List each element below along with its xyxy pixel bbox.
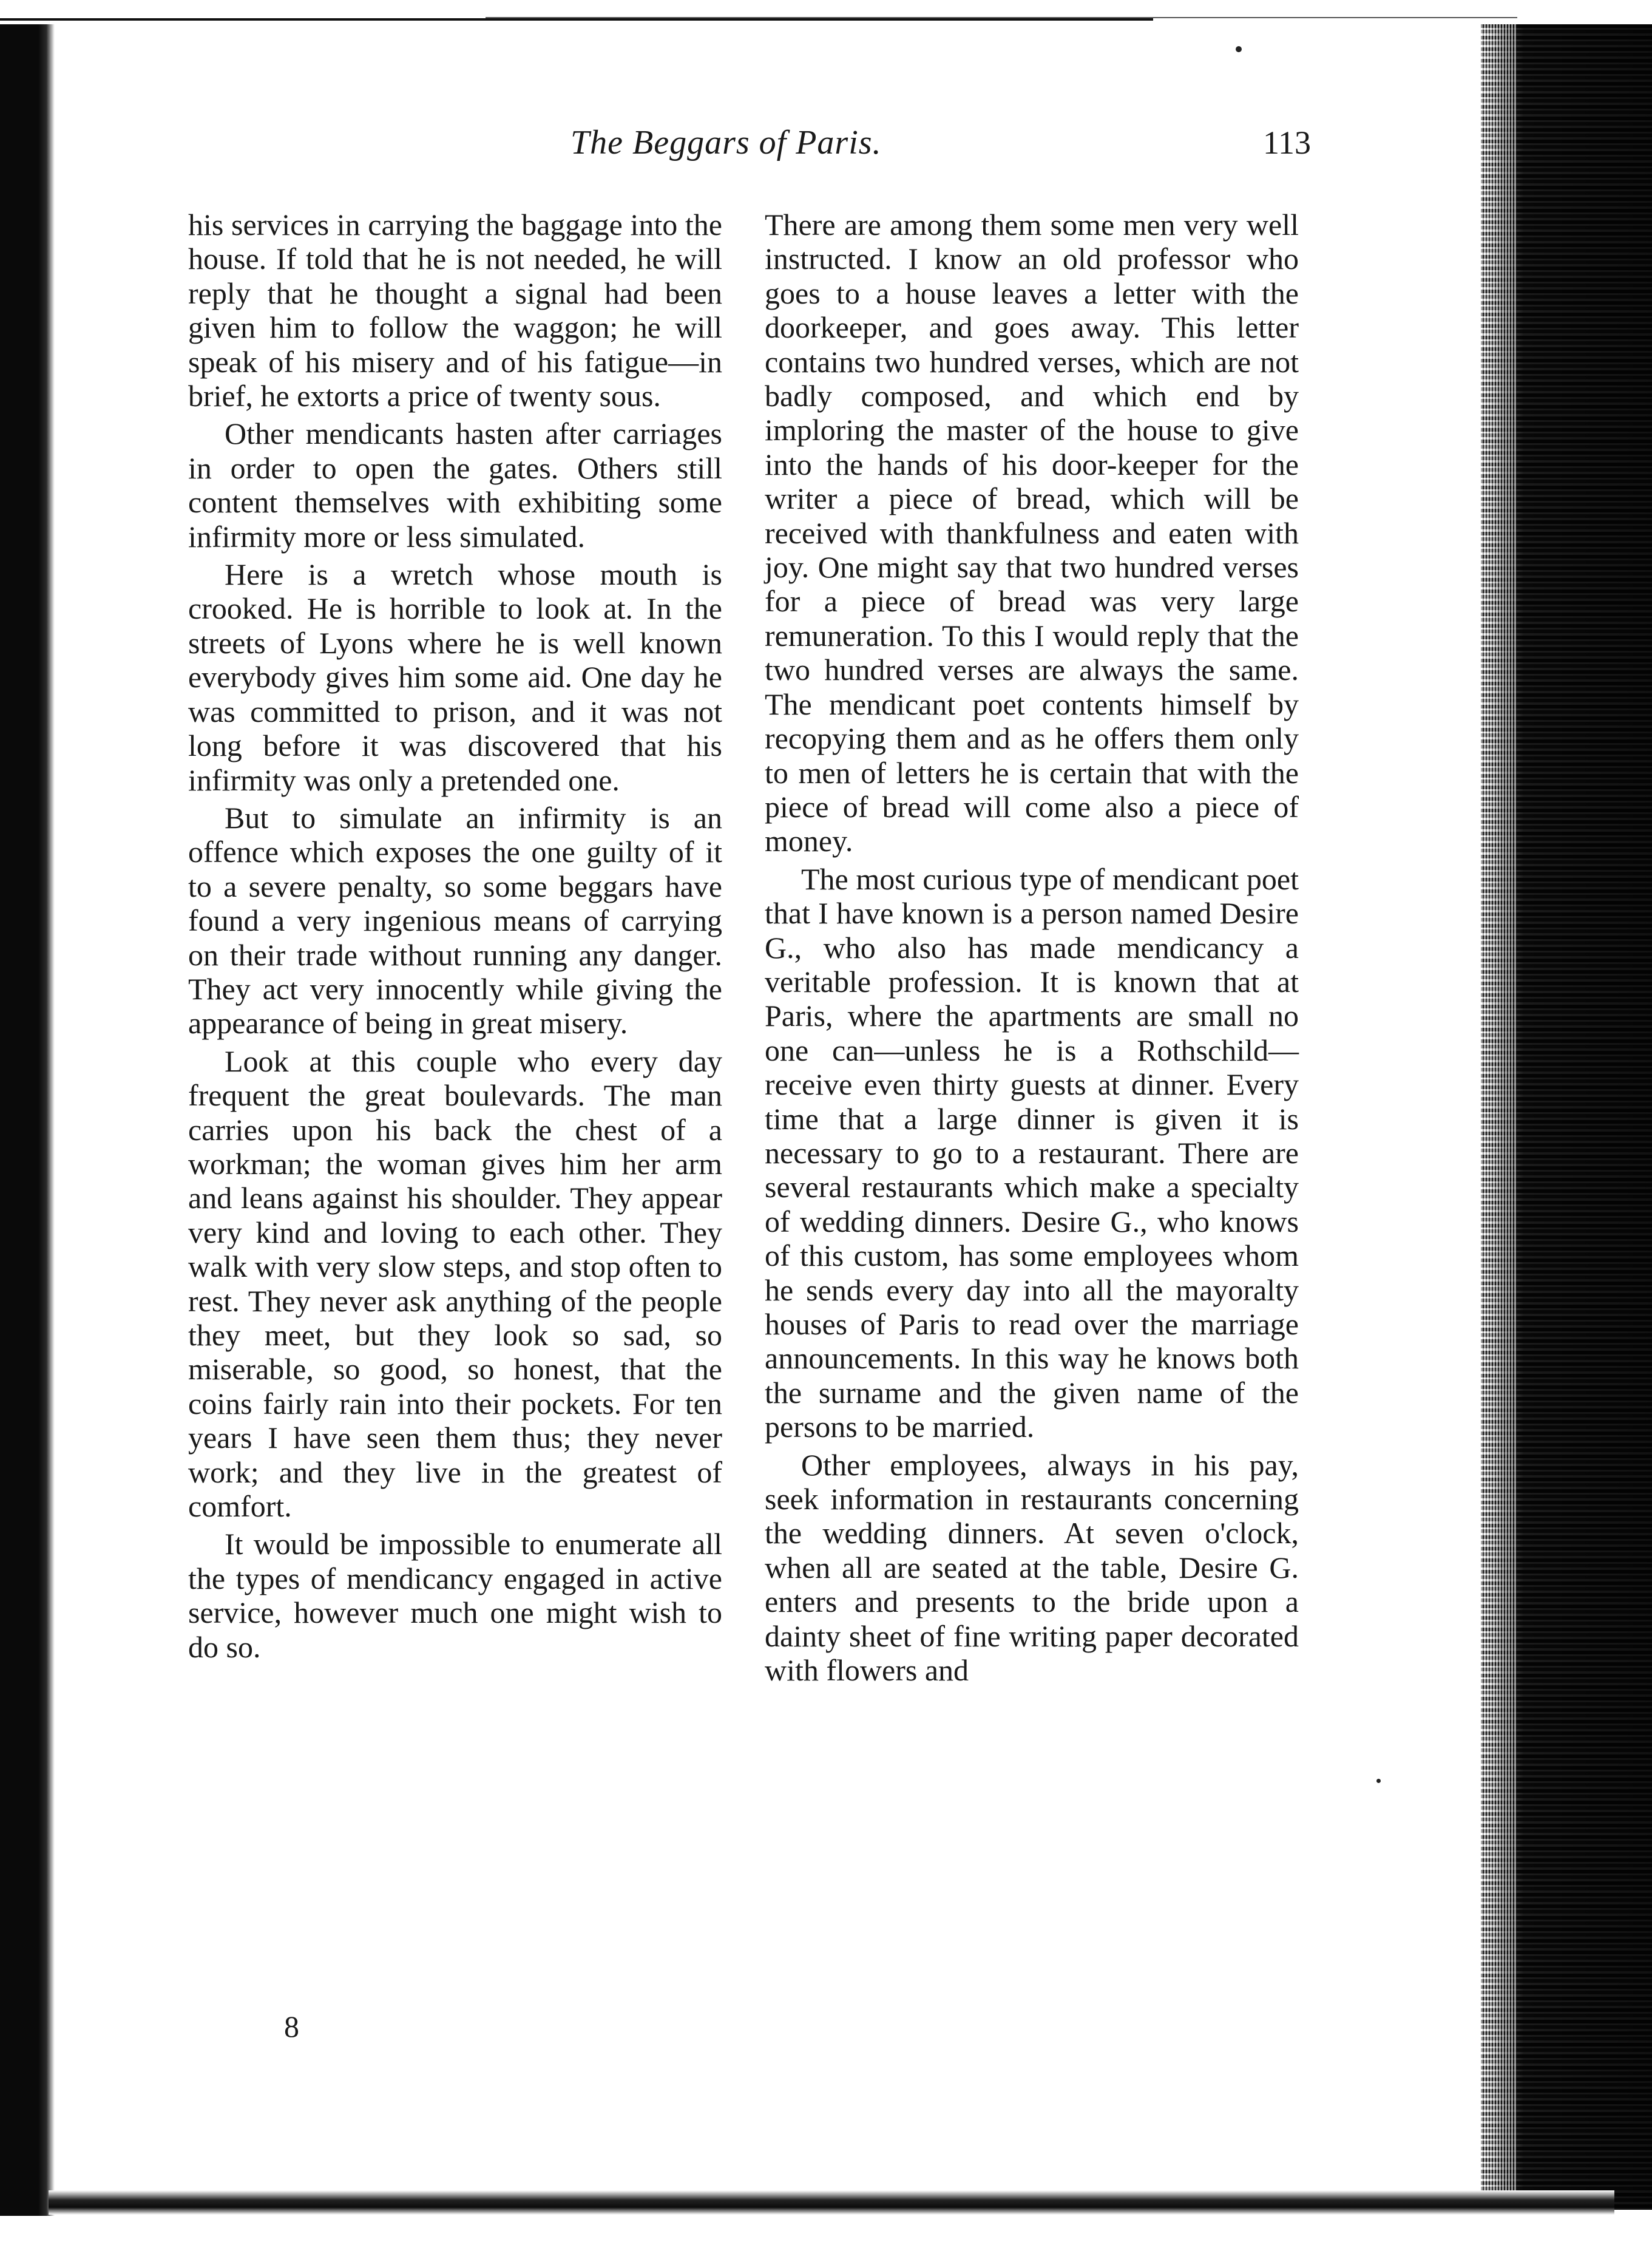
binding-shadow: [0, 24, 55, 2216]
running-title: The Beggars of Paris.: [570, 124, 882, 161]
bottom-edge-rule: [49, 2190, 1614, 2215]
page-number: 113: [1263, 124, 1311, 161]
paragraph: Other mendicants hasten after carriages in order to open the gates. Others still content themselves with exhibiting some infirmity more or less simulated.: [188, 416, 722, 554]
paragraph: It would be impossible to enumerate all the types of mendicancy engaged in active service, however much one might wish to do so.: [188, 1527, 722, 1664]
running-head: [182, 118, 1311, 167]
paragraph: Other employees, always in his pay, seek information in restaurants concerning the wedding dinners. At seven o'clock, when all are seated at the table, Desire G. enters and presents to the bride upon a dainty sheet of fine writing paper decorated with flowers and: [765, 1447, 1299, 1688]
left-column: [188, 208, 722, 1664]
paragraph: his services in carrying the baggage into the house. If told that he is not needed, he will reply that he thought a signal had been given him to follow the waggon; he will speak of his misery and of his fatigue—in brief, he extorts a price of twenty sous.: [188, 208, 722, 413]
signature-mark: 8: [284, 2009, 299, 2043]
ink-speck: [1236, 46, 1242, 52]
page-edge-scan-artifact: [1481, 24, 1652, 2210]
paragraph: Look at this couple who every day frequent the great boulevards. The man carries upon his back the chest of a workman; the woman gives him her arm and leans against his shoulder. They appear very kind and loving to each other. They walk with very slow steps, and stop often to rest. They never ask anything of the people they meet, but they look so sad, so miserable, so good, so honest, that the coins fairly rain into their pockets. For ten years I have seen them thus; they never work; and they live in the greatest of comfort.: [188, 1044, 722, 1524]
paragraph: But to simulate an infirmity is an offence which exposes the one guilty of it to a severe penalty, so some beggars have found a very ingenious means of carrying on their trade without running any danger. They act very innocently while giving the appearance of being in great misery.: [188, 800, 722, 1041]
right-column: [765, 208, 1299, 1687]
paragraph: There are among them some men very well instructed. I know an old professor who goes to a house leaves a letter with the doorkeeper, and goes away. This letter contains two hundred verses, which are not badly composed, and which end by imploring the master of the house to give into the hands of his door-keeper for the writer a piece of bread, which will be received with thankfulness and eaten with joy. One might say that two hundred verses for a piece of bread was very large remuneration. To this I would reply that the two hundred verses are always the same. The mendicant poet contents himself by recopying them and as he offers them only to men of letters he is certain that with the piece of bread will come also a piece of money.: [765, 208, 1299, 858]
paragraph: Here is a wretch whose mouth is crooked. He is horrible to look at. In the streets of Lyons where he is well known everybody gives him some aid. One day he was committed to prison, and it was not long before it was discovered that his infirmity was only a pretended one.: [188, 557, 722, 797]
ink-speck: [1376, 1779, 1381, 1783]
top-edge-rule: [0, 18, 1153, 21]
top-edge-rule-thin: [486, 17, 1517, 18]
paragraph: The most curious type of mendicant poet that I have known is a person named Desire G., who also has made mendicancy a veritable profession. It is known that at Paris, where the apartments are small no one can—unless he is a Rothschild—receive even thirty guests at dinner. Every time that a large dinner is given it is necessary to go to a restaurant. There are several restaurants which make a specialty of wedding dinners. Desire G., who knows of this custom, has some employees whom he sends every day into all the mayoralty houses of Paris to read over the marriage announcements. In this way he knows both the surname and the given name of the persons to be married.: [765, 861, 1299, 1444]
